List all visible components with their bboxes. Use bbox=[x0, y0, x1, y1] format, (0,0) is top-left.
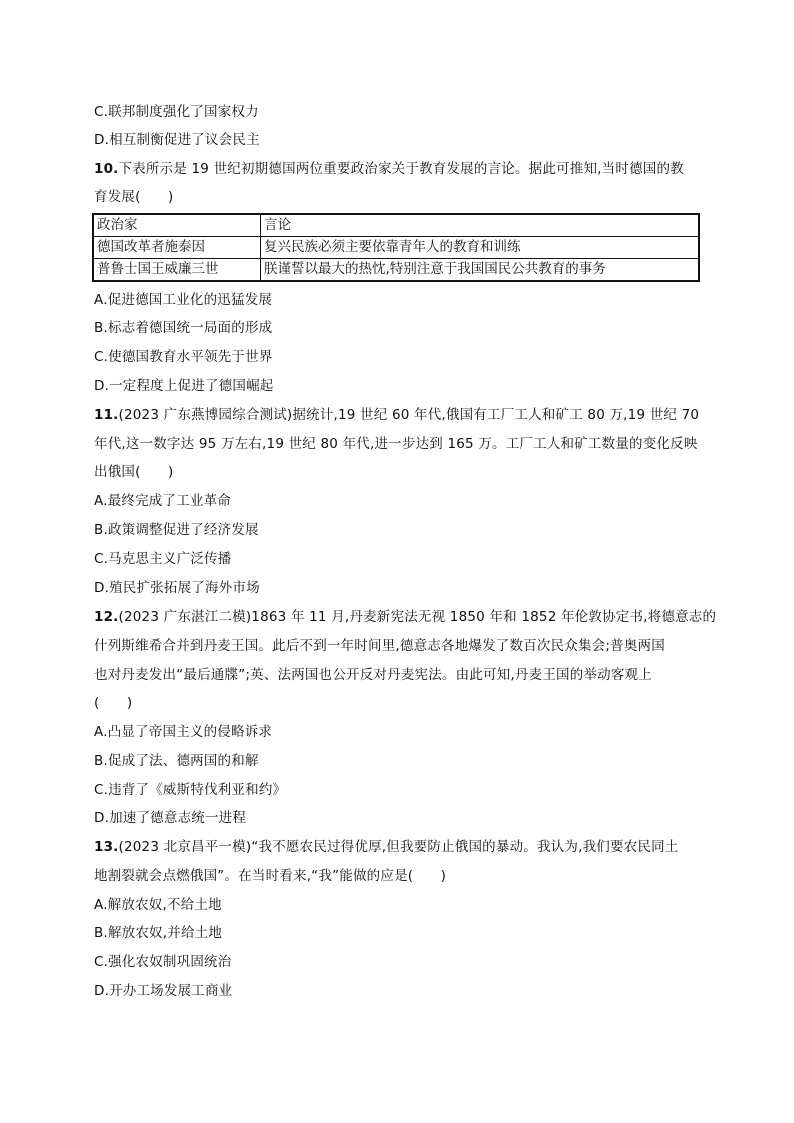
table-cell: 复兴民族必须主要依靠青年人的教育和训练 bbox=[261, 237, 700, 259]
q10-number: 10. bbox=[94, 161, 119, 177]
table-cell: 普鲁士国王威廉三世 bbox=[93, 259, 261, 282]
q11-option-d: D.殖民扩张拓展了海外市场 bbox=[94, 580, 260, 596]
q13-option-a: A.解放农奴,不给土地 bbox=[94, 897, 222, 913]
q10-table bbox=[92, 213, 700, 282]
q12-stem-line1 bbox=[94, 607, 716, 627]
q13-option-d: D.开办工场发展工商业 bbox=[94, 983, 233, 999]
q13-option-b: B.解放农奴,并给土地 bbox=[94, 925, 223, 941]
q12-option-a: A.凸显了帝国主义的侵略诉求 bbox=[94, 724, 273, 740]
q9-option-d: D.相互制衡促进了议会民主 bbox=[94, 132, 260, 148]
q12-stem-line2: 什列斯维希合并到丹麦王国。此后不到一年时间里,德意志各地爆发了数百次民众集会;普奥两国 bbox=[94, 638, 665, 654]
q12-option-b: B.促成了法、德两国的和解 bbox=[94, 753, 259, 769]
table-cell: 德国改革者施泰因 bbox=[93, 237, 261, 259]
q13-stem-text1: (2023 北京昌平一模)“我不愿农民过得优厚,但我要防止俄国的暴动。我认为,我们要农民同土 bbox=[118, 839, 679, 855]
q11-stem-text1: (2023 广东燕博园综合测试)据统计,19 世纪 60 年代,俄国有工厂工人和矿工 80 万,19 世纪 70 bbox=[118, 407, 700, 423]
q12-stem-line4: ( ) bbox=[94, 695, 133, 711]
q11-option-b: B.政策调整促进了经济发展 bbox=[94, 522, 259, 538]
q12-option-c: C.违背了《威斯特伐利亚和约》 bbox=[94, 782, 287, 798]
q10-option-a: A.促进德国工业化的迅猛发展 bbox=[94, 292, 273, 308]
table-header-cell: 政治家 bbox=[93, 214, 261, 237]
q12-number: 12. bbox=[94, 609, 119, 625]
q11-stem-line2: 年代,这一数字达 95 万左右,19 世纪 80 年代,进一步达到 165 万。工厂工人和矿工数量的变化反映 bbox=[94, 436, 698, 452]
q10-stem-text1: 下表所示是 19 世纪初期德国两位重要政治家关于教育发展的言论。据此可推知,当时德国的教 bbox=[118, 161, 684, 177]
q12-stem-line3: 也对丹麦发出“最后通牒”;英、法两国也公开反对丹麦宪法。由此可知,丹麦王国的举动客观上 bbox=[94, 667, 652, 683]
q13-stem-line1 bbox=[94, 837, 678, 857]
q12-option-d: D.加速了德意志统一进程 bbox=[94, 810, 247, 826]
q11-option-a: A.最终完成了工业革命 bbox=[94, 493, 231, 509]
q9-option-c: C.联邦制度强化了国家权力 bbox=[94, 104, 259, 120]
table-header-cell: 言论 bbox=[261, 214, 700, 237]
q10-option-c: C.使德国教育水平领先于世界 bbox=[94, 349, 273, 365]
q13-stem-line2: 地割裂就会点燃俄国”。在当时看来,“我”能做的应是( ) bbox=[94, 868, 447, 884]
q10-option-d: D.一定程度上促进了德国崛起 bbox=[94, 378, 274, 394]
q10-stem-line1 bbox=[94, 159, 684, 179]
q13-number: 13. bbox=[94, 839, 119, 855]
q11-stem-line1 bbox=[94, 405, 699, 425]
table-row bbox=[93, 259, 699, 282]
q11-stem-line3: 出俄国( ) bbox=[94, 464, 174, 480]
table-cell: 朕谨誓以最大的热忱,特别注意于我国国民公共教育的事务 bbox=[261, 259, 700, 282]
q10-option-b: B.标志着德国统一局面的形成 bbox=[94, 320, 273, 336]
q13-option-c: C.强化农奴制巩固统治 bbox=[94, 954, 232, 970]
table-row bbox=[93, 237, 699, 259]
q12-stem-text1: (2023 广东湛江二模)1863 年 11 月,丹麦新宪法无视 1850 年和 1852 年伦敦协定书,将德意志的 bbox=[118, 609, 717, 625]
table-header-row bbox=[93, 214, 699, 237]
q11-number: 11. bbox=[94, 407, 119, 423]
q11-option-c: C.马克思主义广泛传播 bbox=[94, 551, 232, 567]
q10-stem-line2: 育发展( ) bbox=[94, 189, 174, 205]
